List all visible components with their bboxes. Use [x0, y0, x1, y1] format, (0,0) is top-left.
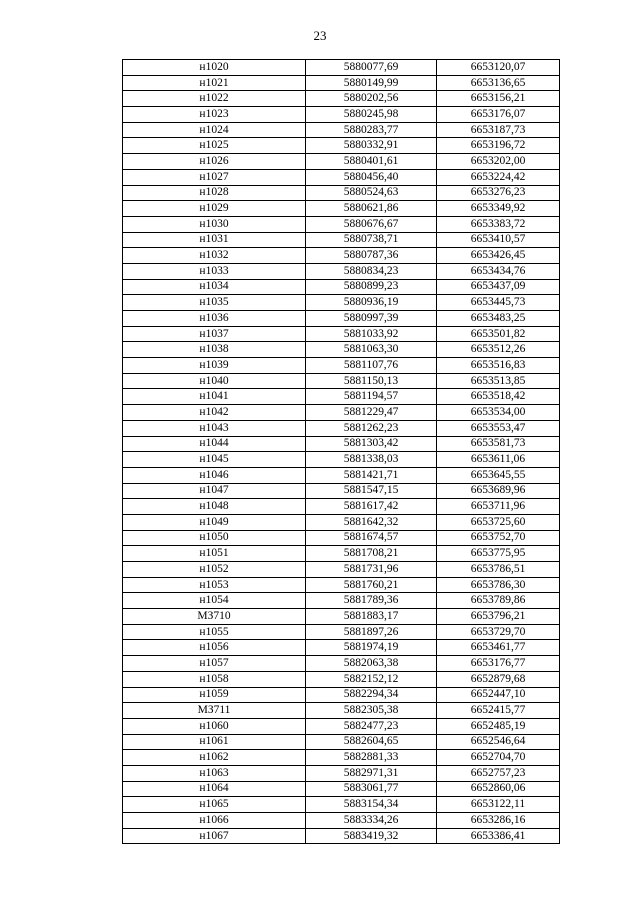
- table-row: [123, 718, 560, 734]
- point-id-cell: н1048: [123, 499, 306, 515]
- x-coordinate-cell: 5882294,34: [306, 687, 437, 703]
- x-coordinate-cell: 5881262,23: [306, 420, 437, 436]
- x-coordinate-cell: 5880834,23: [306, 263, 437, 279]
- y-coordinate-cell: 6653512,26: [437, 342, 560, 358]
- x-coordinate-cell: 5882063,38: [306, 656, 437, 672]
- y-coordinate-cell: 6653711,96: [437, 499, 560, 515]
- table-row: [123, 342, 560, 358]
- y-coordinate-cell: 6653176,77: [437, 656, 560, 672]
- table-row: [123, 75, 560, 91]
- table-row: [123, 201, 560, 217]
- y-coordinate-cell: 6652415,77: [437, 703, 560, 719]
- table-row: [123, 813, 560, 829]
- table-row: [123, 60, 560, 76]
- x-coordinate-cell: 5881897,26: [306, 624, 437, 640]
- table-row: [123, 750, 560, 766]
- point-id-cell: н1032: [123, 248, 306, 264]
- y-coordinate-cell: 6653276,23: [437, 185, 560, 201]
- x-coordinate-cell: 5880621,86: [306, 201, 437, 217]
- point-id-cell: н1020: [123, 60, 306, 76]
- y-coordinate-cell: 6653120,07: [437, 60, 560, 76]
- table-row: [123, 358, 560, 374]
- table-row: [123, 828, 560, 844]
- y-coordinate-cell: 6653483,25: [437, 311, 560, 327]
- x-coordinate-cell: 5883334,26: [306, 813, 437, 829]
- y-coordinate-cell: 6653775,95: [437, 546, 560, 562]
- y-coordinate-cell: 6653513,85: [437, 373, 560, 389]
- table-row: [123, 577, 560, 593]
- x-coordinate-cell: 5881974,19: [306, 640, 437, 656]
- table-row: [123, 107, 560, 123]
- y-coordinate-cell: 6652757,23: [437, 765, 560, 781]
- point-id-cell: н1060: [123, 718, 306, 734]
- table-row: [123, 703, 560, 719]
- point-id-cell: н1055: [123, 624, 306, 640]
- y-coordinate-cell: 6653789,86: [437, 593, 560, 609]
- point-id-cell: н1024: [123, 122, 306, 138]
- x-coordinate-cell: 5881642,32: [306, 514, 437, 530]
- point-id-cell: н1036: [123, 311, 306, 327]
- y-coordinate-cell: 6653461,77: [437, 640, 560, 656]
- x-coordinate-cell: 5881338,03: [306, 452, 437, 468]
- point-id-cell: н1050: [123, 530, 306, 546]
- table-row: [123, 263, 560, 279]
- x-coordinate-cell: 5880738,71: [306, 232, 437, 248]
- x-coordinate-cell: 5881194,57: [306, 389, 437, 405]
- x-coordinate-cell: 5880332,91: [306, 138, 437, 154]
- x-coordinate-cell: 5880283,77: [306, 122, 437, 138]
- y-coordinate-cell: 6652546,64: [437, 734, 560, 750]
- x-coordinate-cell: 5882604,65: [306, 734, 437, 750]
- point-id-cell: н1059: [123, 687, 306, 703]
- coordinates-table-body: [123, 60, 560, 844]
- y-coordinate-cell: 6652879,68: [437, 671, 560, 687]
- point-id-cell: н1028: [123, 185, 306, 201]
- point-id-cell: н1031: [123, 232, 306, 248]
- table-row: [123, 389, 560, 405]
- point-id-cell: н1037: [123, 326, 306, 342]
- point-id-cell: н1039: [123, 358, 306, 374]
- y-coordinate-cell: 6653518,42: [437, 389, 560, 405]
- y-coordinate-cell: 6653729,70: [437, 624, 560, 640]
- y-coordinate-cell: 6653445,73: [437, 295, 560, 311]
- table-row: [123, 671, 560, 687]
- x-coordinate-cell: 5882305,38: [306, 703, 437, 719]
- y-coordinate-cell: 6653426,45: [437, 248, 560, 264]
- point-id-cell: н1065: [123, 797, 306, 813]
- y-coordinate-cell: 6652447,10: [437, 687, 560, 703]
- table-row: [123, 91, 560, 107]
- point-id-cell: н1043: [123, 420, 306, 436]
- x-coordinate-cell: 5881731,96: [306, 562, 437, 578]
- x-coordinate-cell: 5881760,21: [306, 577, 437, 593]
- x-coordinate-cell: 5881033,92: [306, 326, 437, 342]
- point-id-cell: н1045: [123, 452, 306, 468]
- y-coordinate-cell: 6653534,00: [437, 405, 560, 421]
- point-id-cell: н1066: [123, 813, 306, 829]
- point-id-cell: н1046: [123, 467, 306, 483]
- table-row: [123, 687, 560, 703]
- x-coordinate-cell: 5880997,39: [306, 311, 437, 327]
- table-row: [123, 514, 560, 530]
- y-coordinate-cell: 6653786,30: [437, 577, 560, 593]
- x-coordinate-cell: 5880936,19: [306, 295, 437, 311]
- x-coordinate-cell: 5880899,23: [306, 279, 437, 295]
- table-row: [123, 216, 560, 232]
- point-id-cell: н1026: [123, 154, 306, 170]
- x-coordinate-cell: 5883154,34: [306, 797, 437, 813]
- table-row: [123, 185, 560, 201]
- x-coordinate-cell: 5883061,77: [306, 781, 437, 797]
- x-coordinate-cell: 5881303,42: [306, 436, 437, 452]
- table-row: [123, 781, 560, 797]
- x-coordinate-cell: 5880676,67: [306, 216, 437, 232]
- point-id-cell: МЗ710: [123, 609, 306, 625]
- x-coordinate-cell: 5882152,12: [306, 671, 437, 687]
- point-id-cell: н1040: [123, 373, 306, 389]
- point-id-cell: н1067: [123, 828, 306, 844]
- table-row: [123, 734, 560, 750]
- x-coordinate-cell: 5880524,63: [306, 185, 437, 201]
- y-coordinate-cell: 6653611,06: [437, 452, 560, 468]
- y-coordinate-cell: 6653501,82: [437, 326, 560, 342]
- table-row: [123, 593, 560, 609]
- table-row: [123, 640, 560, 656]
- x-coordinate-cell: 5882881,33: [306, 750, 437, 766]
- point-id-cell: н1058: [123, 671, 306, 687]
- point-id-cell: н1053: [123, 577, 306, 593]
- y-coordinate-cell: 6653553,47: [437, 420, 560, 436]
- x-coordinate-cell: 5882971,31: [306, 765, 437, 781]
- point-id-cell: МЗ711: [123, 703, 306, 719]
- table-row: [123, 562, 560, 578]
- y-coordinate-cell: 6652860,06: [437, 781, 560, 797]
- y-coordinate-cell: 6653725,60: [437, 514, 560, 530]
- y-coordinate-cell: 6653786,51: [437, 562, 560, 578]
- table-row: [123, 797, 560, 813]
- point-id-cell: н1029: [123, 201, 306, 217]
- x-coordinate-cell: 5881150,13: [306, 373, 437, 389]
- coordinates-table: [122, 59, 560, 844]
- x-coordinate-cell: 5881674,57: [306, 530, 437, 546]
- page-number: 23: [313, 28, 327, 43]
- point-id-cell: н1022: [123, 91, 306, 107]
- y-coordinate-cell: 6653434,76: [437, 263, 560, 279]
- x-coordinate-cell: 5881229,47: [306, 405, 437, 421]
- table-row: [123, 232, 560, 248]
- point-id-cell: н1062: [123, 750, 306, 766]
- y-coordinate-cell: 6653689,96: [437, 483, 560, 499]
- table-row: [123, 624, 560, 640]
- table-row: [123, 138, 560, 154]
- table-row: [123, 279, 560, 295]
- x-coordinate-cell: 5881063,30: [306, 342, 437, 358]
- y-coordinate-cell: 6653202,00: [437, 154, 560, 170]
- table-row: [123, 373, 560, 389]
- y-coordinate-cell: 6653196,72: [437, 138, 560, 154]
- y-coordinate-cell: 6652704,70: [437, 750, 560, 766]
- table-row: [123, 436, 560, 452]
- table-row: [123, 765, 560, 781]
- table-row: [123, 452, 560, 468]
- point-id-cell: н1030: [123, 216, 306, 232]
- point-id-cell: н1064: [123, 781, 306, 797]
- y-coordinate-cell: 6653383,72: [437, 216, 560, 232]
- y-coordinate-cell: 6653286,16: [437, 813, 560, 829]
- x-coordinate-cell: 5881617,42: [306, 499, 437, 515]
- x-coordinate-cell: 5880149,99: [306, 75, 437, 91]
- point-id-cell: н1038: [123, 342, 306, 358]
- table-row: [123, 122, 560, 138]
- y-coordinate-cell: 6653752,70: [437, 530, 560, 546]
- point-id-cell: н1035: [123, 295, 306, 311]
- x-coordinate-cell: 5881708,21: [306, 546, 437, 562]
- table-row: [123, 154, 560, 170]
- table-row: [123, 420, 560, 436]
- x-coordinate-cell: 5881107,76: [306, 358, 437, 374]
- point-id-cell: н1061: [123, 734, 306, 750]
- x-coordinate-cell: 5880456,40: [306, 169, 437, 185]
- x-coordinate-cell: 5880401,61: [306, 154, 437, 170]
- table-row: [123, 546, 560, 562]
- y-coordinate-cell: 6653437,09: [437, 279, 560, 295]
- y-coordinate-cell: 6653224,42: [437, 169, 560, 185]
- point-id-cell: н1025: [123, 138, 306, 154]
- x-coordinate-cell: 5880202,56: [306, 91, 437, 107]
- point-id-cell: н1051: [123, 546, 306, 562]
- y-coordinate-cell: 6653349,92: [437, 201, 560, 217]
- x-coordinate-cell: 5881883,17: [306, 609, 437, 625]
- point-id-cell: н1047: [123, 483, 306, 499]
- point-id-cell: н1042: [123, 405, 306, 421]
- x-coordinate-cell: 5882477,23: [306, 718, 437, 734]
- point-id-cell: н1063: [123, 765, 306, 781]
- table-row: [123, 311, 560, 327]
- table-row: [123, 295, 560, 311]
- y-coordinate-cell: 6653122,11: [437, 797, 560, 813]
- point-id-cell: н1033: [123, 263, 306, 279]
- y-coordinate-cell: 6652485,19: [437, 718, 560, 734]
- table-row: [123, 530, 560, 546]
- y-coordinate-cell: 6653581,73: [437, 436, 560, 452]
- table-row: [123, 248, 560, 264]
- point-id-cell: н1056: [123, 640, 306, 656]
- point-id-cell: н1044: [123, 436, 306, 452]
- y-coordinate-cell: 6653516,83: [437, 358, 560, 374]
- table-row: [123, 405, 560, 421]
- point-id-cell: н1049: [123, 514, 306, 530]
- y-coordinate-cell: 6653410,57: [437, 232, 560, 248]
- point-id-cell: н1021: [123, 75, 306, 91]
- y-coordinate-cell: 6653187,73: [437, 122, 560, 138]
- point-id-cell: н1057: [123, 656, 306, 672]
- x-coordinate-cell: 5880077,69: [306, 60, 437, 76]
- x-coordinate-cell: 5883419,32: [306, 828, 437, 844]
- y-coordinate-cell: 6653645,55: [437, 467, 560, 483]
- table-row: [123, 609, 560, 625]
- table-row: [123, 499, 560, 515]
- y-coordinate-cell: 6653796,21: [437, 609, 560, 625]
- point-id-cell: н1041: [123, 389, 306, 405]
- table-row: [123, 483, 560, 499]
- point-id-cell: н1027: [123, 169, 306, 185]
- point-id-cell: н1054: [123, 593, 306, 609]
- y-coordinate-cell: 6653156,21: [437, 91, 560, 107]
- x-coordinate-cell: 5880245,98: [306, 107, 437, 123]
- x-coordinate-cell: 5880787,36: [306, 248, 437, 264]
- y-coordinate-cell: 6653386,41: [437, 828, 560, 844]
- x-coordinate-cell: 5881421,71: [306, 467, 437, 483]
- table-row: [123, 326, 560, 342]
- point-id-cell: н1052: [123, 562, 306, 578]
- point-id-cell: н1023: [123, 107, 306, 123]
- y-coordinate-cell: 6653176,07: [437, 107, 560, 123]
- point-id-cell: н1034: [123, 279, 306, 295]
- y-coordinate-cell: 6653136,65: [437, 75, 560, 91]
- x-coordinate-cell: 5881547,15: [306, 483, 437, 499]
- x-coordinate-cell: 5881789,36: [306, 593, 437, 609]
- table-row: [123, 467, 560, 483]
- table-row: [123, 169, 560, 185]
- table-row: [123, 656, 560, 672]
